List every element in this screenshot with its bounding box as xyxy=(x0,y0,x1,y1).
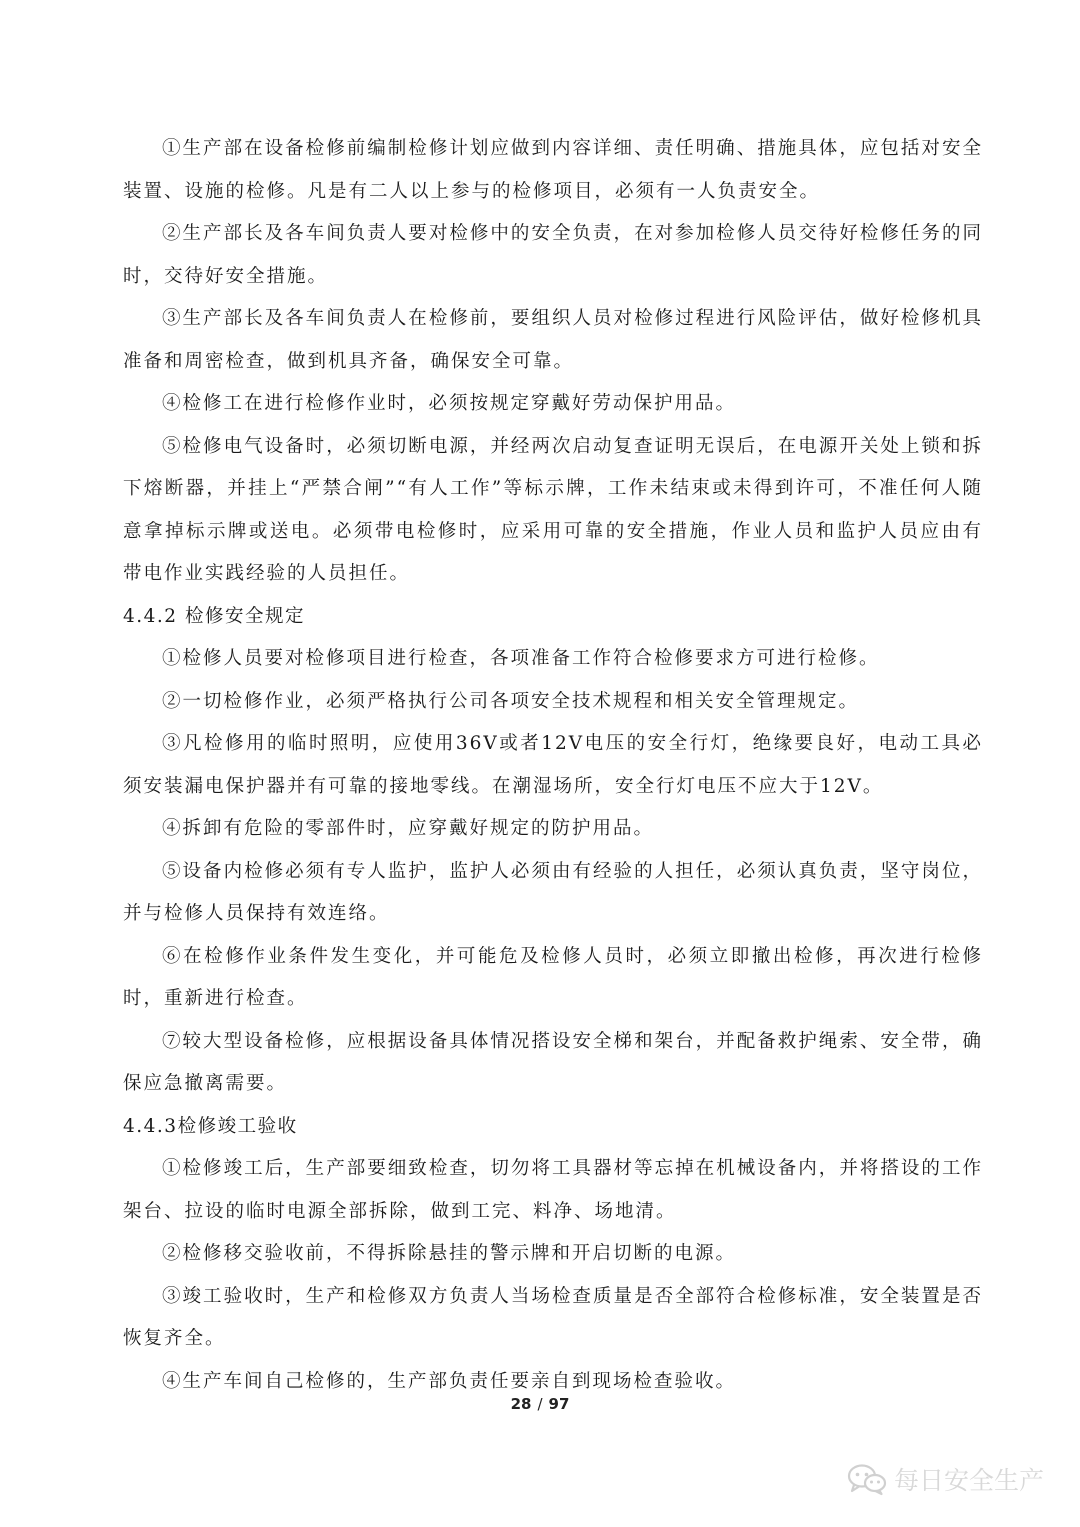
total-pages: 97 xyxy=(548,1395,570,1413)
document-body xyxy=(123,128,983,1403)
section-heading: 4.4.2 检修安全规定 xyxy=(123,605,305,627)
paragraph: ④检修工在进行检修作业时，必须按规定穿戴好劳动保护用品。 xyxy=(162,393,737,414)
paragraph: ⑦较大型设备检修，应根据设备具体情况搭设安全梯和架台，并配备救护绳索、安全带，确保应急撤离需要。 xyxy=(123,1030,983,1094)
paragraph: ②检修移交验收前，不得拆除悬挂的警示牌和开启切断的电源。 xyxy=(162,1243,737,1264)
paragraph: ③凡检修用的临时照明，应使用36V或者12V电压的安全行灯，绝缘要良好，电动工具必须安装漏电保护器并有可靠的接地零线。在潮湿场所，安全行灯电压不应大于12V。 xyxy=(123,733,983,797)
paragraph: ⑥在检修作业条件发生变化，并可能危及检修人员时，必须立即撤出检修，再次进行检修时，重新进行检查。 xyxy=(123,945,983,1009)
paragraph: ④生产车间自己检修的，生产部负责任要亲自到现场检查验收。 xyxy=(162,1370,737,1392)
paragraph: ①生产部在设备检修前编制检修计划应做到内容详细、责任明确、措施具体，应包括对安全装置、设施的检修。凡是有二人以上参与的检修项目，必须有一人负责安全。 xyxy=(123,138,983,202)
watermark-text: 每日安全生产 xyxy=(893,1466,1044,1495)
watermark xyxy=(846,1461,1044,1497)
paragraph: ⑤检修电气设备时，必须切断电源，并经两次启动复查证明无误后，在电源开关处上锁和拆下熔断器，并挂上“严禁合闸”“有人工作”等标示牌，工作未结束或未得到许可，不准任何人随意拿掉标示牌或送电。必须带电检修时，应采用可靠的安全措施，作业人员和监护人员应由有带电作业实践经验的人员担任。 xyxy=(123,435,983,584)
wechat-icon xyxy=(846,1462,888,1496)
paragraph: ②生产部长及各车间负责人要对检修中的安全负责，在对参加检修人员交待好检修任务的同时，交待好安全措施。 xyxy=(123,223,983,287)
section-heading: 4.4.3检修竣工验收 xyxy=(123,1115,298,1137)
paragraph: ①检修人员要对检修项目进行检查，各项准备工作符合检修要求方可进行检修。 xyxy=(162,648,880,669)
paragraph: ③竣工验收时，生产和检修双方负责人当场检查质量是否全部符合检修标准，安全装置是否恢复齐全。 xyxy=(123,1285,983,1349)
paragraph: ⑤设备内检修必须有专人监护，监护人必须由有经验的人担任，必须认真负责，坚守岗位，并与检修人员保持有效连络。 xyxy=(123,860,983,924)
paragraph: ③生产部长及各车间负责人在检修前，要组织人员对检修过程进行风险评估，做好检修机具准备和周密检查，做到机具齐备，确保安全可靠。 xyxy=(123,308,983,372)
page-number xyxy=(0,1395,1080,1413)
paragraph: ④拆卸有危险的零部件时，应穿戴好规定的防护用品。 xyxy=(162,818,655,839)
current-page: 28 xyxy=(510,1395,532,1413)
paragraph: ②一切检修作业，必须严格执行公司各项安全技术规程和相关安全管理规定。 xyxy=(162,690,860,712)
page-separator: / xyxy=(537,1395,543,1413)
paragraph: ①检修竣工后，生产部要细致检查，切勿将工具器材等忘掉在机械设备内，并将搭设的工作架台、拉设的临时电源全部拆除，做到工完、料净、场地清。 xyxy=(123,1158,983,1222)
